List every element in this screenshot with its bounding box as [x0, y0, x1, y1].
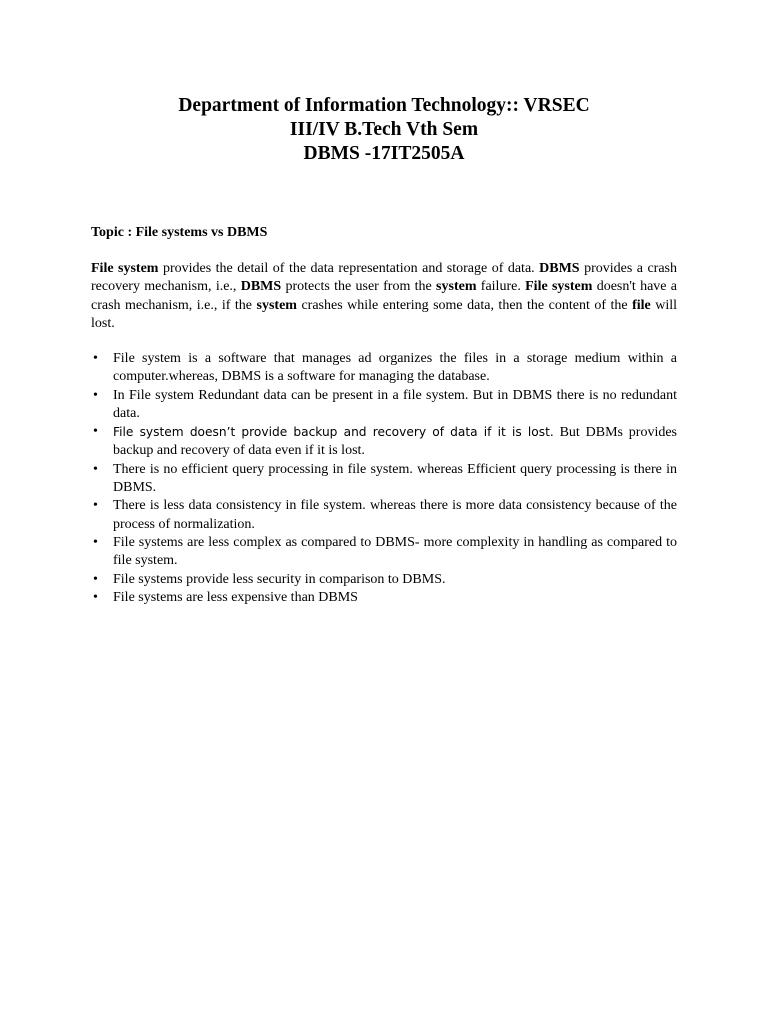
intro-text: will lost.	[91, 297, 678, 331]
bullet-icon: •	[93, 534, 98, 550]
course-year: III/IV B.Tech Vth Sem	[289, 119, 479, 140]
list-item	[91, 589, 677, 607]
course-code: DBMS -17IT2505A	[303, 143, 465, 164]
list-item-text-sans: File system doesn’t provide backup and recovery of data if it is lost.	[113, 425, 554, 440]
bullet-icon: •	[93, 589, 98, 605]
intro-bold: DBMS	[539, 261, 580, 276]
document-header	[0, 94, 768, 166]
comparison-list	[91, 350, 677, 607]
bullet-icon: •	[93, 571, 98, 587]
intro-text: provides a crash recovery mechanism, i.e.,	[91, 261, 677, 295]
intro-bold: File system	[91, 261, 159, 276]
bullet-icon: •	[93, 351, 98, 366]
intro-text: doesn't have a crash mechanism, i.e., if the	[91, 279, 678, 313]
intro-text: crashes while entering some data, then the content of the	[296, 297, 633, 313]
bullet-icon: •	[93, 498, 98, 514]
list-item	[91, 571, 677, 589]
list-item-text: In File system Redundant data can be present in a file system. But in DBMS there is no redundant data.	[113, 387, 677, 421]
intro-bold: File system	[525, 279, 593, 295]
intro-text: protects the user from the	[281, 279, 437, 295]
list-item	[91, 423, 677, 461]
list-item	[91, 350, 677, 387]
list-item-text: File systems provide less security in comparison to DBMS.	[113, 571, 446, 587]
intro-paragraph	[91, 260, 677, 333]
intro-bold: system	[256, 297, 297, 313]
bullet-icon: •	[93, 387, 98, 403]
intro-bold: system	[436, 279, 477, 295]
bullet-icon: •	[93, 424, 98, 440]
list-item	[91, 497, 677, 534]
intro-bold: file	[632, 297, 651, 313]
intro-text: provides the detail of the data representation and storage of data.	[158, 261, 540, 276]
topic-heading: Topic : File systems vs DBMS	[91, 225, 268, 240]
list-item-text: But DBMs provides backup and recovery of data even if it is lost.	[113, 425, 677, 459]
intro-text: failure.	[476, 279, 526, 295]
list-item	[91, 387, 677, 424]
list-item-text: There is no efficient query processing in file system. whereas Efficient query processing is there in DBMS.	[113, 461, 677, 496]
list-item-text: File systems are less expensive than DBMS	[113, 589, 358, 605]
bullet-icon: •	[93, 461, 98, 477]
list-item-text: File system is a software that manages ad organizes the files in a storage medium within a computer.whereas, DBMS is a software for managing the database.	[113, 351, 677, 385]
list-item	[91, 461, 677, 498]
list-item-text: File systems are less complex as compared to DBMS- more complexity in handling as compared to file system.	[113, 534, 677, 569]
list-item	[91, 534, 677, 571]
list-item-text: There is less data consistency in file system. whereas there is more data consistency because of the process of normalization.	[113, 498, 677, 532]
department-title: Department of Information Technology:: VRSEC	[178, 95, 590, 116]
intro-bold: DBMS	[240, 279, 282, 295]
